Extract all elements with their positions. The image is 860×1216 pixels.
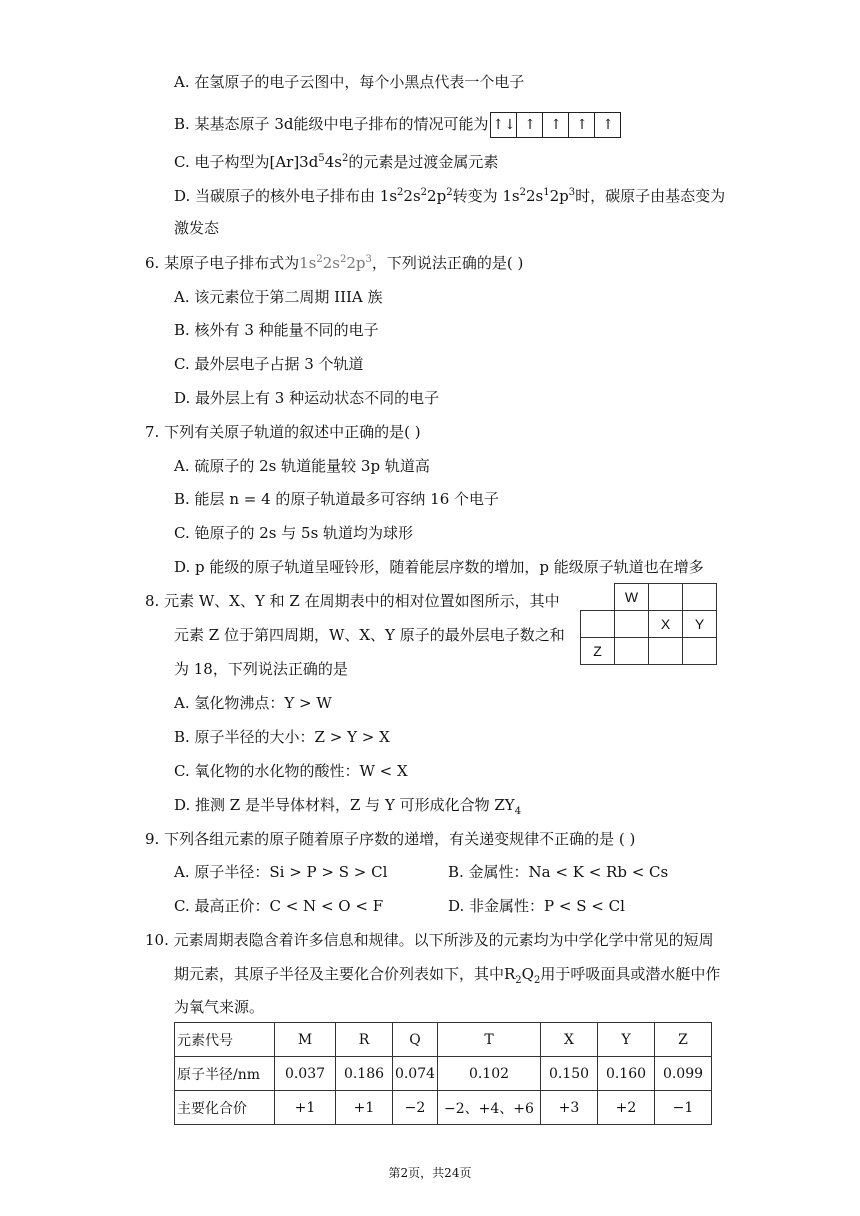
table-cell: 原子半径/nm (175, 1057, 275, 1091)
q9-option-a: A. 原子半径：Si > P > S > Cl (174, 863, 388, 881)
table-cell: 0.074 (393, 1057, 438, 1091)
q8-option-b: B. 原子半径的大小：Z > Y > X (174, 728, 390, 746)
q5-option-d: D. 当碳原子的核外电子排布由 $1s^22s^22p^2$转变为 $1s^22s^12p^3$时，碳原子由基态变为 (174, 187, 726, 205)
q8-option-c: C. 氧化物的水化物的酸性：W < X (174, 762, 408, 780)
q6-option-a: A. 该元素位于第二周期 IIIA 族 (174, 288, 383, 306)
q7-option-b: B. 能层 n = 4 的原子轨道最多可容纳 16 个电子 (174, 490, 500, 508)
grid-cell (581, 584, 615, 611)
grid-cell: Y (683, 611, 717, 638)
q8-stem-3: 为 18，下列说法正确的是 (174, 660, 348, 678)
q9-stem: 9. 下列各组元素的原子随着原子序数的递增，有关递变规律不正确的是 ( ) (145, 830, 636, 848)
element-table (174, 1022, 712, 1125)
table-cell: 主要化合价 (175, 1091, 275, 1125)
grid-cell: Z (581, 638, 615, 665)
q7-option-a: A. 硫原子的 2s 轨道能量较 3p 轨道高 (174, 457, 430, 475)
table-row (175, 1057, 712, 1091)
q6-option-d: D. 最外层上有 3 种运动状态不同的电子 (174, 389, 440, 407)
q5-option-c: C. 电子构型为$[Ar]3d^54s^2$的元素是过渡金属元素 (174, 153, 499, 171)
q7-option-c: C. 铯原子的 2s 与 5s 轨道均为球形 (174, 524, 414, 542)
q8-stem-2: 元素 Z 位于第四周期，W、X、Y 原子的最外层电子数之和 (174, 626, 565, 644)
table-cell: 0.099 (655, 1057, 712, 1091)
table-cell: −2 (393, 1091, 438, 1125)
q10-stem-3: 为氧气来源。 (174, 998, 265, 1016)
q5-option-a: A. 在氢原子的电子云图中，每个小黑点代表一个电子 (174, 73, 525, 91)
table-cell: −2、+4、+6 (438, 1091, 541, 1125)
orbital-box-5: ↑ (602, 117, 614, 133)
q9-option-b: B. 金属性：Na < K < Rb < Cs (448, 863, 669, 881)
table-header: X (541, 1023, 598, 1057)
grid-cell (581, 611, 615, 638)
grid-cell (683, 584, 717, 611)
table-row (175, 1023, 712, 1057)
q6-stem: 6. 某原子电子排布式为$1s^22s^22p^3$，下列说法正确的是( ) (145, 254, 524, 272)
table-cell: +1 (336, 1091, 393, 1125)
table-header: 元素代号 (175, 1023, 275, 1057)
table-cell: 0.037 (275, 1057, 336, 1091)
table-header: Y (598, 1023, 655, 1057)
q6-config: $1s^22s^22p^3$ (299, 254, 372, 272)
q5-option-b-text: B. 某基态原子 3d能级中电子排布的情况可能为 (174, 115, 489, 133)
table-row (175, 1091, 712, 1125)
q8-option-a: A. 氢化物沸点：Y > W (174, 694, 332, 712)
q6-option-c: C. 最外层电子占据 3 个轨道 (174, 355, 364, 373)
grid-cell (649, 638, 683, 665)
orbital-diagram (490, 112, 621, 138)
grid-cell: X (649, 611, 683, 638)
table-cell: +1 (275, 1091, 336, 1125)
q5-option-b (174, 112, 621, 138)
table-cell: 0.102 (438, 1057, 541, 1091)
table-cell: 0.186 (336, 1057, 393, 1091)
table-cell: 0.150 (541, 1057, 598, 1091)
q5-option-d-cont: 激发态 (174, 219, 220, 237)
table-header: T (438, 1023, 541, 1057)
q10-stem-2: 期元素，其原子半径及主要化合价列表如下，其中$R_2Q_2$用于呼吸面具或潜水艇中作 (174, 965, 721, 986)
table-header: M (275, 1023, 336, 1057)
grid-cell (683, 638, 717, 665)
orbital-box-1: ↑↓ (491, 113, 517, 137)
q9-option-c: C. 最高正价：C < N < O < F (174, 897, 384, 915)
table-cell: +3 (541, 1091, 598, 1125)
q10-stem-1: 10. 元素周期表隐含着许多信息和规律。以下所涉及的元素均为中学化学中常见的短周 (145, 931, 714, 949)
q7-option-d: D. p 能级的原子轨道呈哑铃形，随着能层序数的增加，p 能级原子轨道也在增多 (174, 558, 704, 576)
grid-cell (615, 611, 649, 638)
grid-cell: W (615, 584, 649, 611)
page-footer: 第2页，共24页 (388, 1166, 472, 1180)
table-cell: +2 (598, 1091, 655, 1125)
table-header: Z (655, 1023, 712, 1057)
table-header: Q (393, 1023, 438, 1057)
table-cell: −1 (655, 1091, 712, 1125)
orbital-box-3: ↑ (543, 113, 569, 137)
orbital-box-2: ↑ (517, 113, 543, 137)
q6-option-b: B. 核外有 3 种能量不同的电子 (174, 321, 379, 339)
grid-cell (649, 584, 683, 611)
table-cell: 0.160 (598, 1057, 655, 1091)
periodic-grid (580, 583, 717, 665)
q9-option-d: D. 非金属性：P < S < Cl (448, 897, 625, 915)
q8-stem-1: 8. 元素 W、X、Y 和 Z 在周期表中的相对位置如图所示，其中 (145, 592, 560, 610)
table-header: R (336, 1023, 393, 1057)
q7-stem: 7. 下列有关原子轨道的叙述中正确的是( ) (145, 423, 421, 441)
grid-cell (615, 638, 649, 665)
q8-option-d: D. 推测 Z 是半导体材料，Z 与 Y 可形成化合物 $ZY_4$ (174, 796, 522, 817)
orbital-box-4: ↑ (569, 113, 595, 137)
